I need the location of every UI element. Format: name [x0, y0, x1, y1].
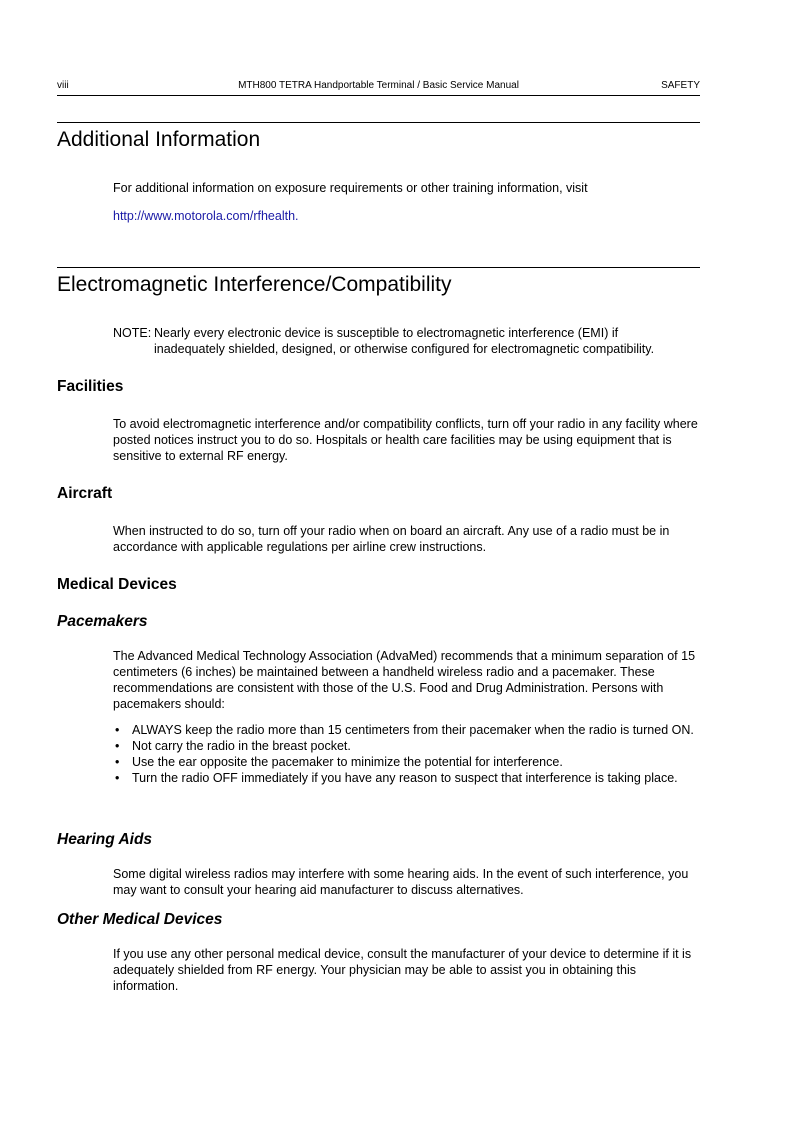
pacemakers-text: The Advanced Medical Technology Association (AdvaMed) recommends that a minimum separation of 15 centimeters (6 inches) be maintained between a handheld wireless radio and a pacemaker. These recommendations are consistent with those of the U.S. Food and Drug Administration. Persons with pacemakers should: [113, 649, 696, 711]
heading-medical-devices: Medical Devices [57, 576, 177, 593]
section-name: SAFETY [661, 80, 700, 91]
additional-info-text: For additional information on exposure requirements or other training information, visit [113, 181, 588, 195]
list-item: • Turn the radio OFF immediately if you have any reason to suspect that interference is taking place. [115, 771, 678, 785]
list-item: • ALWAYS keep the radio more than 15 centimeters from their pacemaker when the radio is turned ON. [115, 723, 694, 737]
hearing-aids-text: Some digital wireless radios may interfere with some hearing aids. In the event of such interference, you may want to consult your hearing aid manufacturer to discuss alternatives. [113, 867, 689, 897]
bullet-icon: • [115, 723, 120, 737]
list-item: • Not carry the radio in the breast pocket. [115, 739, 351, 753]
rfhealth-paragraph [113, 208, 701, 224]
list-item: • Use the ear opposite the pacemaker to minimize the potential for interference. [115, 755, 563, 769]
heading-emi: Electromagnetic Interference/Compatibility [57, 273, 452, 296]
rfhealth-link[interactable]: http://www.motorola.com/rfhealth. [113, 209, 299, 223]
pacemaker-bullet-list [113, 722, 701, 786]
heading-hearing-aids: Hearing Aids [57, 831, 153, 848]
bullet-icon: • [115, 771, 120, 785]
note-label: NOTE: [113, 326, 152, 340]
note-line-2: inadequately shielded, designed, or otherwise configured for electromagnetic compatibility. [154, 342, 655, 356]
page-number: viii [57, 80, 69, 91]
emi-note [113, 325, 703, 357]
header-rule [57, 95, 700, 96]
note-line-1: Nearly every electronic device is susceptible to electromagnetic interference (EMI) if [154, 326, 619, 340]
section-rule-additional-info [57, 122, 700, 123]
other-devices-text: If you use any other personal medical device, consult the manufacturer of your device to determine if it is adequately shielded from RF energy. Your physician may be able to assist you in obtaining this information. [113, 947, 692, 993]
heading-aircraft: Aircraft [57, 485, 113, 502]
running-header [57, 80, 700, 94]
heading-other-medical-devices: Other Medical Devices [57, 911, 223, 928]
bullet-icon: • [115, 755, 120, 769]
section-rule-emi [57, 267, 700, 268]
heading-facilities: Facilities [57, 378, 124, 395]
aircraft-text: When instructed to do so, turn off your radio when on board an aircraft. Any use of a radio must be in accordance with applicable regulations per airline crew instructions. [113, 524, 670, 554]
manual-title: MTH800 TETRA Handportable Terminal / Basic Service Manual [238, 80, 519, 91]
heading-additional-information: Additional Information [57, 128, 261, 151]
heading-pacemakers: Pacemakers [57, 613, 148, 630]
bullet-icon: • [115, 739, 120, 753]
facilities-text: To avoid electromagnetic interference and/or compatibility conflicts, turn off your radio in any facility where posted notices instruct you to do so. Hospitals or health care facilities may be using equipment that is sensitive to external RF energy. [113, 417, 698, 463]
